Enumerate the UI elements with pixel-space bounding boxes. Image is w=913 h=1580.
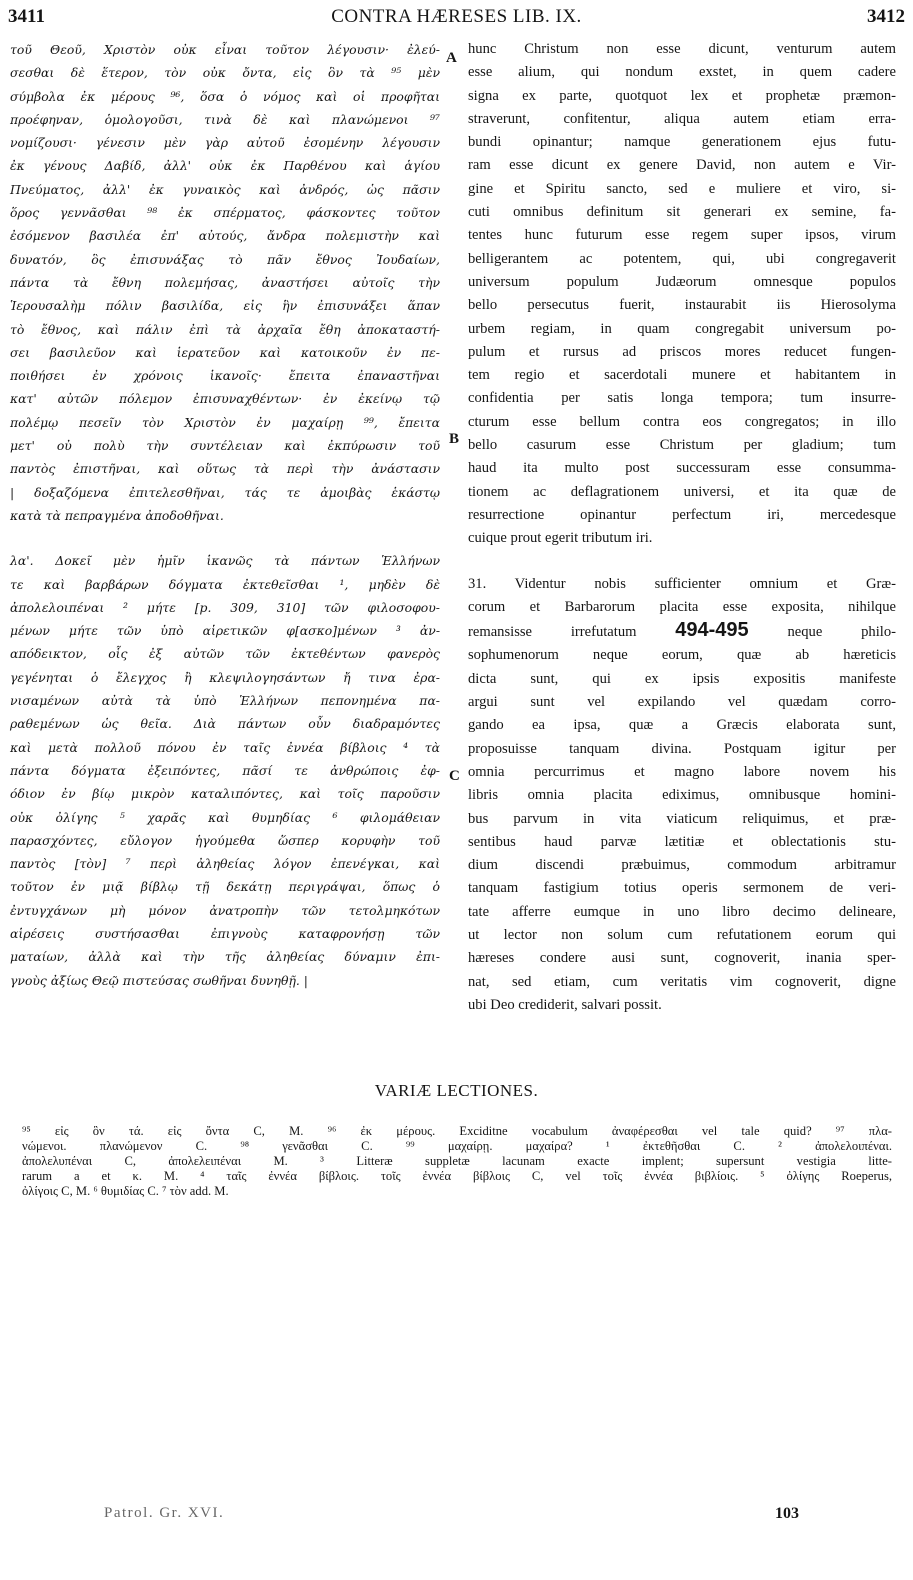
text-line: rarum a et κ. M. ⁴ ταῖς ἐννέα βίβλοις. τοῖς ἐννέα βίβλοις C, vel τοῖς ἐννέα βιβλίοις. ⁵ ὀλίγης Roeperus, [22,1169,892,1183]
text-line: hunc Christum non esse dicunt, venturum autem [468,41,896,57]
text-line: ὀλίγοις C, M. ⁶ θυμιδίας C. ⁷ τὸν add. M. [22,1184,229,1198]
variae-lectiones-title: VARIÆ LECTIONES. [374,1081,539,1100]
text-line: προέφηναν, ὁμολογοῦσι, τινὰ δὲ καὶ πλανώμενοι ⁹⁷ [10,111,440,127]
text-line: τὸ ἔθνος, καὶ πάλιν ἐπὶ τὰ ἀρχαῖα ἔθη ἀποκαταστή- [10,321,440,337]
margin-marker-a: A [446,50,457,66]
text-line: αἱρέσεις συστήσασθαι ἐπιγνοὺς καταφρονήσῃ τῶν [10,925,440,941]
text-line: ραθεμένων ὡς θεῖα. Διὰ πάντων οὖν διαδραμόντες [10,716,440,732]
text-line: ubi Deo crediderit, salvari possit. [468,996,662,1013]
text-line: bus parvum in vita viaticum reliquimus, et præ- [468,810,896,827]
text-line: μένων μήτε τῶν ὑπὸ αἱρετικῶν φ[ασκο]μένων ³ ἀν- [10,623,440,639]
text-line: cturum esse bellum contra eos congregatos; in illo [468,413,896,430]
text-line: corum et Barbarorum placita esse exposita, nihilque [468,598,896,615]
text-line: Ἱερουσαλὴμ πόλιν βασιλίδα, εἰς ἣν ἐπισυνάξει ἅπαν [10,298,440,314]
page-number-right: 3412 [867,6,905,27]
margin-marker-b: B [449,431,460,447]
page-reference: 494-495 [675,619,749,642]
text-line: ἀπολελοιπέναι ² μήτε [p. 309, 310] τῶν φιλοσοφου- [10,599,440,615]
text-line: νομίζουσι· γένεσιν μὲν γὰρ αὐτοῦ ἐσομένην λέγουσιν [10,135,440,151]
text-line: tate afferre eumque in uno libro decimo delineare, [468,903,896,920]
text-line: ἐντυγχάνων μὴ μόνον ἀνατροπὴν τῶν τετολμηκότων [10,902,440,918]
text-line: όδιον ἐν βίῳ μικρὸν καταλιπόντες, καὶ τοῖς παροῦσιν [10,786,440,802]
text-line: bundi opinantur; namque generationem ejus futu- [468,134,896,151]
text-line: σύμβολα ἐκ μέρους ⁹⁶, ὅσα ὁ νόμος καὶ οἱ προφῆται [10,88,440,104]
text-line: sentibus haud parvæ lætitiæ et oblectationis stu- [468,833,896,850]
text-line: gine et Spiritu sancto, sed e muliere et viro, si- [468,180,896,197]
text-line [468,619,896,644]
text-line: κατ' αὐτῶν πόλεμον ἐπισυναχθέντων· ἐν ἐκείνῳ τῷ [10,391,440,407]
text-line: tentes hunc futurum esse regem super ipsos, virum [468,227,896,244]
greek-paragraph-2 [10,549,440,992]
text-line: ⁹⁵ εἰς ὃν τά. εἰς ὄντα C, M. ⁹⁶ ἐκ μέρους. Exciditne vocabulum ἀναφέρεσθαι vel tale quid? ⁹⁷ πλα- [22,1124,892,1138]
text-line: νισαμένων αὐτὰ τὰ ὑπὸ Ἑλλήνων πεπονημένα πα- [10,693,440,709]
text-line: ut lector non solum cum refutationem eorum qui [468,926,896,943]
latin-paragraph-1 [468,38,896,551]
text-line: νώμενοι. πλανώμενον C. ⁹⁸ γενᾶσθαι C. ⁹⁹ μαχαίρῃ. μαχαίρα? ¹ ἐκτεθῆσθαι C. ² ἀπολελοιπέναι. [22,1139,892,1153]
margin-marker-c: C [449,768,460,784]
text-line: παντὸς ἐπιστῆναι, καὶ οὕτως τὰ περὶ τὴν ἀνάστασιν [10,461,440,477]
latin-paragraph-2 [468,573,896,1018]
running-header [8,6,905,32]
text-line: ἀπολελυπέναι C, ἀπολελειπέναι M. ³ Litteræ suppletæ lacunam exacte implent; supersunt vestigia litte- [22,1154,892,1168]
text-line: γνοὺς ἀξίως Θεῷ πιστεύσας σωθῆναι δυνηθῇ. | [10,972,308,988]
text-line: ὅρος γεννᾶσθαι ⁹⁸ ἐκ σπέρματος, φάσκοντες τοῦτον [10,205,440,221]
text-line: ἐκ γένους Δαβίδ, ἀλλ' οὐκ ἐκ Παρθένου καὶ ἁγίου [10,158,440,174]
text-line: bello casurum esse Christum per gladium; tum [468,437,896,454]
page-number-left: 3411 [8,6,45,27]
text-line: παρασχόντες, εὔλογον ἡγούμεθα ὥσπερ κορυφὴν τοῦ [10,832,440,848]
text-line: belligerantem ac potentem, qui, ubi congregaverit [468,250,896,267]
greek-column [10,38,440,992]
text-line: ram esse dicunt ex genere David, non autem e Vir- [468,157,896,174]
text-line: ματαίων, ἀλλὰ καὶ τὴν τῆς ἀληθείας δύναμιν ἐπι- [10,949,440,965]
text-line: cuique prout egerit tributum iri. [468,530,653,547]
latin-column [468,38,896,1017]
text-line: argui sunt vel expilando vel quædam corro- [468,694,896,711]
text-line: | δοξαζόμενα ἐπιτελεσθῆναι, τάς τε ἀμοιβὰς ἑκάστῳ [10,484,440,500]
greek-paragraph-1 [10,38,440,527]
text-line: cuti omnibus definitum sit generari ex semine, fa- [468,204,896,221]
text-line: tionem ac deflagrationem universi, et ita quæ de [468,483,896,500]
text-line: δυνατόν, ὃς ἐπισυνάξας τὸ πᾶν ἔθνος Ἰουδαίων, [10,251,440,267]
text-line: σει βασιλεῦον καὶ ἱερατεῦον καὶ κατοικοῦν ἐν πε- [10,344,440,360]
text-line: resurrectione opinantur perfectum iri, mercedesque [468,506,896,523]
text-line: τε καὶ βαρβάρων δόγματα ἐκτεθεῖσθαι ¹, μηδὲν δὲ [10,576,440,592]
text-line: ἐσόμενον βασιλέα ἐπ' αὐτούς, ἄνδρα πολεμιστὴν καὶ [10,228,440,244]
text-line: ποιθήσει ἐν χρόνοις ἱκανοῖς· ἔπειτα ἐπαναστῆναι [10,368,440,384]
text-line: τοῦ Θεοῦ, Χριστὸν οὐκ εἶναι τοῦτον λέγουσιν· ἐλεύ- [10,42,440,57]
text-fragment: neque philo- [748,624,896,641]
text-line: sophumenorum neque eorum, quæ ab hæreticis [468,647,896,664]
text-line: omnia percurrimus et magno labore novem his [468,763,896,780]
running-title: CONTRA HÆRESES LIB. IX. [331,6,582,27]
text-line: dium discendi præbuimus, commodum arbitramur [468,857,896,874]
footer-page-number: 103 [775,1505,799,1522]
text-line: dicta sunt, qui ex ipsis expositis manifeste [468,670,896,687]
text-line: λα'. Δοκεῖ μὲν ἡμῖν ἱκανῶς τὰ πάντων Ἑλλήνων [10,553,440,569]
text-line: universum populum Judæorum omnesque populos [468,273,896,290]
variae-lectiones-notes [22,1124,892,1199]
text-line: παντὸς [τὸν] ⁷ περὶ ἀληθείας λόγον ἐπενέγκαι, καὶ [10,856,440,872]
text-line: tem regio et sacerdotali munere et habitantem in [468,367,896,384]
text-line: proposuisse tanquam divina. Postquam igitur per [468,740,896,757]
text-line: haud ita multo post successuram esse consumma- [468,460,896,477]
text-line: τοῦτον ἐν μιᾷ βίβλῳ τῇ δεκάτῃ περιγράψαι, ὅπως ὁ [10,879,440,895]
text-line: nat, sed etiam, cum veritatis vim cognoverit, digne [468,973,896,990]
text-line: gando ea ipsa, quæ a Græcis elaborata sunt, [468,717,896,734]
text-line: straverunt, confitentur, aliqua autem etiam erra- [468,110,896,127]
text-line: libris omnia placita ediximus, omnibusque homini- [468,787,896,804]
text-line: hæreses condere ausi sunt, cognoverit, inania sper- [468,950,896,967]
text-line: signa ex parte, quotquot lex et prophetæ præmon- [468,87,896,104]
text-line: πάντα δόγματα ἐξειπόντες, πᾶσί τε ἀνθρώποις ἐφ- [10,762,440,778]
text-line: πάντα τὰ ἔθνη πολεμήσας, ἀναστήσει αὐτοῖς τὴν [10,274,440,290]
text-line: urbem regiam, in quam congregabit universum po- [468,320,896,337]
text-line: tanquam fastigium totius operis sermonem de veri- [468,880,896,897]
text-line: esse alium, qui nondum exstet, in quem cadere [468,64,896,81]
text-line: bello persecutus fuerit, instaurabit iis Hierosolyma [468,297,896,314]
text-line: κατὰ τὰ πεπραγμένα ἀποδοθῆναι. [10,507,224,523]
text-line: μετ' οὐ πολὺ τὴν συντέλειαν καὶ ἐκπύρωσιν τοῦ [10,438,440,454]
text-line: γεγένηται ὁ ἔλεγχος ἢ κλεψιλογησάντων ἤ τινα ἐρα- [10,669,440,685]
text-fragment: remansisse irrefutatum [468,624,676,641]
text-line: σεσθαι δὲ ἕτερον, τὸν οὐκ ὄντα, εἰς ὃν τὰ ⁹⁵ μὲν [10,65,440,81]
text-line: pulum et rursus ad priscos mores reducet fungen- [468,343,896,360]
text-line: 31. Videntur nobis sufficienter omnium et Græ- [468,575,896,592]
text-line: απόδεικτον, οἷς ἐξ αὐτῶν τῶν ἐκτεθέντων φανερὸς [10,646,440,662]
text-line: confidentia per satis longa tempora; tum insurre- [468,390,896,407]
text-line: καὶ μετὰ πολλοῦ πόνου ἐν ταῖς ἐννέα βίβλοις ⁴ τὰ [10,739,440,755]
text-line: Πνεύματος, ἀλλ' ἐκ γυναικὸς καὶ ἀνδρός, ὡς πᾶσιν [10,181,440,197]
footer-series-label: Patrol. Gr. XVI. [104,1505,225,1521]
text-line: οὐκ ὀλίγης ⁵ χαρᾶς καὶ θυμηδίας ⁶ φιλομάθειαν [10,809,440,825]
text-line: πολέμῳ πεσεῖν τὸν Χριστὸν ἐν μαχαίρῃ ⁹⁹, ἔπειτα [10,414,440,430]
